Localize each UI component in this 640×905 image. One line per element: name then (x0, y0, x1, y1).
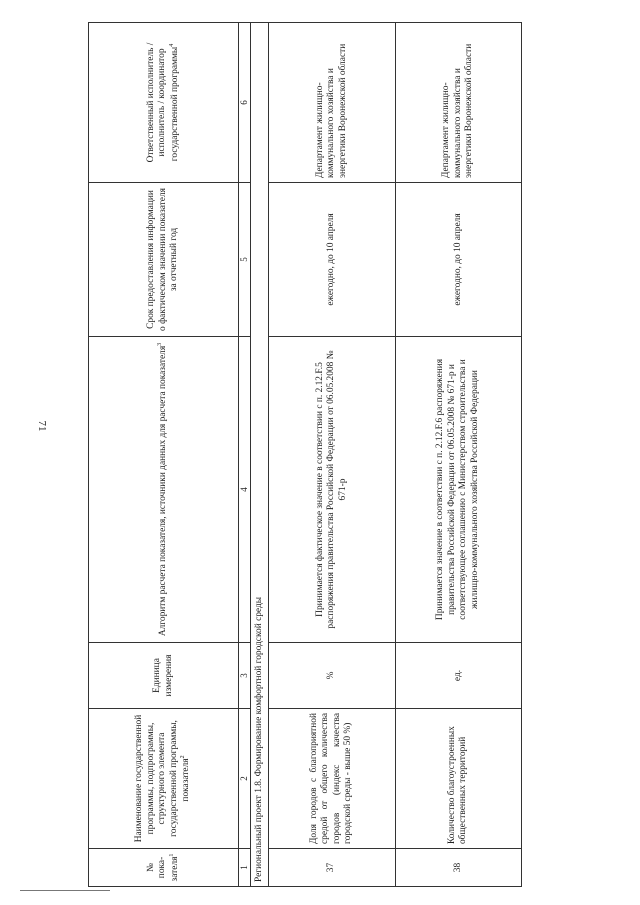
column-number: 6 (239, 23, 251, 183)
column-number: 2 (239, 709, 251, 849)
column-number: 1 (239, 849, 251, 887)
header-col-name-label: Наименование государственной программы, подпрограммы, структурного элемента государственной программы, показателя (134, 714, 192, 843)
footnote-mark: 2 (180, 755, 187, 759)
header-col-deadline-label: Срок предоставления информации о фактическом значении показателя за отчетный год (146, 188, 180, 331)
header-col-name (89, 709, 239, 849)
header-col-algorithm-label: Алгоритм расчета показателя, источники данных для расчета показателя (158, 345, 169, 637)
column-number: 3 (239, 643, 251, 709)
footnote-mark: 4 (168, 43, 175, 47)
row-number: 38 (395, 849, 521, 887)
indicator-deadline: ежегодно, до 10 апреля (395, 183, 521, 337)
footnote-mark: 1 (168, 853, 175, 857)
indicator-deadline: ежегодно, до 10 апреля (269, 183, 395, 337)
indicator-name: Количество благоустроенных общественных территорий (395, 709, 521, 849)
indicator-algorithm: Принимается фактическое значение в соответствии с п. 2.12.F.5 распоряжения правительства Российской Федерации от 06.05.2008 № 671-р (269, 337, 395, 643)
indicator-table (88, 22, 522, 887)
row-number: 37 (269, 849, 395, 887)
footnote-mark: 3 (157, 342, 164, 346)
indicator-unit: ед. (395, 643, 521, 709)
table-row (269, 23, 395, 887)
section-title: Региональный проект 1.8. Формирование комфортной городской среды (250, 23, 268, 887)
section-row (250, 23, 268, 887)
indicator-table-frame (88, 23, 522, 887)
header-col-number (89, 849, 239, 887)
indicator-executor: Департамент жилищно-коммунального хозяйства и энергетики Воронежской области (269, 23, 395, 183)
header-col-deadline (89, 183, 239, 337)
indicator-algorithm: Принимается значение в соответствии с п. 2.12.F.6 распоряжения правительства Российской Федерации от 06.05.2008 № 671-р и соответствующее соглашению с Министерством строительства и жилищно-коммунального хозяйства Российской Федерации (395, 337, 521, 643)
header-col-number-label: № пока- зателя (145, 856, 180, 882)
column-number-row (239, 23, 251, 887)
indicator-unit: % (269, 643, 395, 709)
indicator-name: Доля городов с благоприятной средой от общего количества городов (индекс качества городской среды - выше 50 %) (269, 709, 395, 849)
header-col-unit (89, 643, 239, 709)
header-col-executor (89, 23, 239, 183)
header-col-unit-label: Единица измерения (152, 654, 174, 697)
column-number: 5 (239, 183, 251, 337)
header-col-executor-label: Ответственный исполнитель / исполнитель / координатор государственной программы (145, 42, 180, 163)
column-number: 4 (239, 337, 251, 643)
indicator-executor: Департамент жилищно-коммунального хозяйства и энергетики Воронежской области (395, 23, 521, 183)
table-row (395, 23, 521, 887)
header-row (89, 23, 239, 887)
footnote-separator (20, 890, 110, 891)
header-col-algorithm (89, 337, 239, 643)
page-number: 71 (36, 420, 48, 432)
